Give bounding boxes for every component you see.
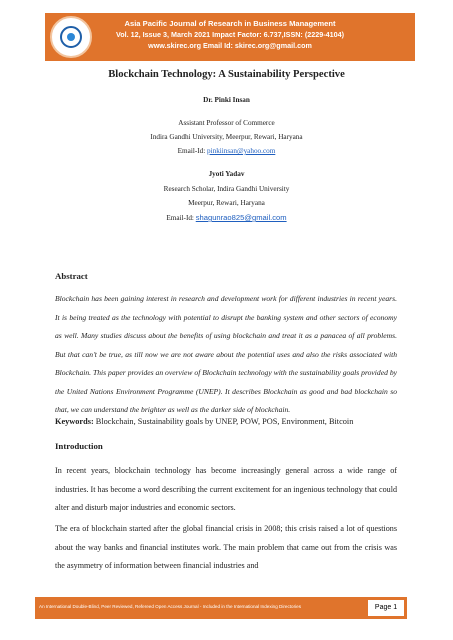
footer-text: An International Double-Blind, Peer Reviewed, Refereed Open Access Journal - Included in the International Indexing Directories <box>39 604 301 609</box>
abstract-text: Blockchain has been gaining interest in research and development work for different industries in recent years. It is being treated as the technology with potential to disrupt the banking system and other sectors of economy as well. Many studies discuss about the benefits of using blockchain and treat it as a panacea of all problems. But that can’t be true, as till now we are not aware about the potential uses and also the risks associated with Blockchain. This paper provides an overview of Blockchain technology with the sustainability goals provided by the United Nations Environment Programme (UNEP). It describes Blockchain as good and bad blockchain so that, we can understand the brighter as well as the darker side of blockchain. <box>55 294 397 414</box>
introduction-heading: Introduction <box>55 441 103 451</box>
author1-email-link[interactable]: pinkiinsan@yahoo.com <box>207 147 276 155</box>
keywords-label: Keywords: <box>55 417 94 426</box>
author1-name: Dr. Pinki Insan <box>203 96 250 104</box>
journal-footer <box>35 597 407 619</box>
journal-logo-dot <box>67 33 75 41</box>
paper-title: Blockchain Technology: A Sustainability Perspective <box>108 69 345 80</box>
journal-website: www.skirec.org Email Id: skirec.org@gmail.com <box>148 41 312 50</box>
abstract-heading: Abstract <box>55 271 88 281</box>
intro-paragraph-1: In recent years, blockchain technology has become increasingly general across a wide range of industries. It has become a word describing the current excitement for an ingenious technology that could alter and disturb major industries and economic sectors. <box>55 466 397 513</box>
author2-email-link[interactable]: shagunrao825@gmail.com <box>195 213 287 222</box>
author2-email-line <box>0 213 453 222</box>
keywords-line <box>55 417 405 426</box>
page-number: Page 1 <box>368 600 404 616</box>
intro-paragraph-2: The era of blockchain started after the global financial crisis in 2008; this crisis raised a lot of questions about the way banks and financial institutes work. The main problem that came out from the crisis was the asymmetry of information between financial industries and <box>55 524 397 571</box>
author1-email-label: Email-Id: <box>177 147 208 155</box>
author1-role: Assistant Professor of Commerce <box>178 119 275 127</box>
author2-role: Research Scholar, Indira Gandhi University <box>163 185 290 193</box>
author1-affiliation: Indira Gandhi University, Meerpur, Rewari, Haryana <box>150 133 303 141</box>
journal-volume-info: Vol. 12, Issue 3, March 2021 Impact Factor: 6.737,ISSN: (2229-4104) <box>116 30 344 39</box>
author2-name: Jyoti Yadav <box>208 170 245 178</box>
journal-name: Asia Pacific Journal of Research in Business Management <box>124 19 336 28</box>
journal-header <box>45 13 415 61</box>
author1-email-line <box>0 147 453 155</box>
author2-affiliation: Meerpur, Rewari, Haryana <box>188 199 265 207</box>
author2-email-label: Email-Id: <box>166 214 196 222</box>
journal-logo-ring <box>60 26 82 48</box>
keywords-text: Blockchain, Sustainability goals by UNEP, POW, POS, Environment, Bitcoin <box>93 417 354 426</box>
journal-logo-icon <box>50 16 92 58</box>
